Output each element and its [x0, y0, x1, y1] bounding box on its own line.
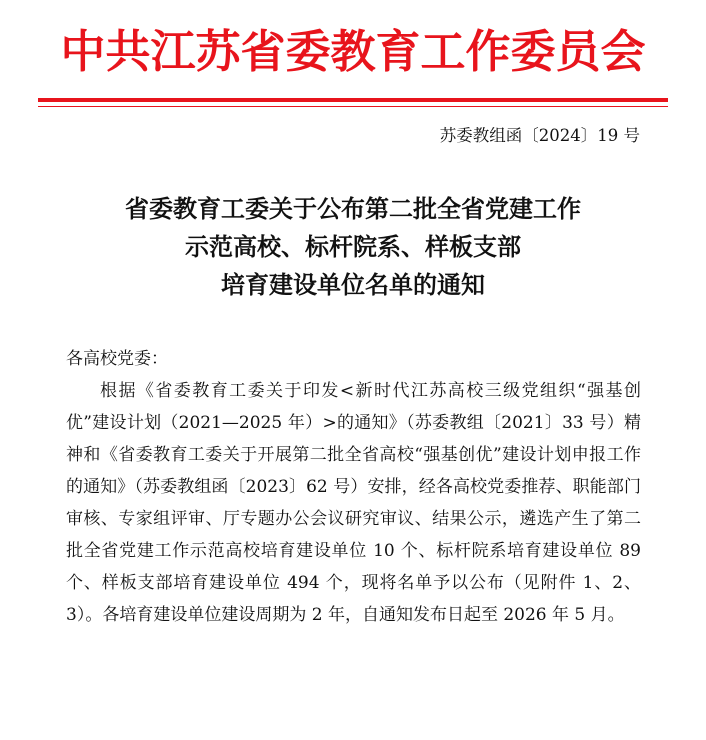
red-header-rule-thin — [38, 106, 668, 107]
title-line-2: 示范高校、标杆院系、样板支部 — [185, 233, 521, 261]
title-line-1: 省委教育工委关于公布第二批全省党建工作 — [125, 195, 581, 223]
body-paragraph: 根据《省委教育工委关于印发<新时代江苏高校三级党组织“强基创优”建设计划（2021—2025 年）>的通知》（苏委教组〔2021〕33 号）精神和《省委教育工委关于开展第二批全省高校“强基创优”建设计划申报工作的通知》（苏委教组函〔2023〕62 号）安排，经各高校党委推荐、职能部门审核、专家组评审、厅专题办公会议研究审议、结果公示，遴选产生了第二批全省党建工作示范高校培育建设单位 10 个、标杆院系培育建设单位 89 个、样板支部培育建设单位 494 个，现将名单予以公布（见附件 1、2、3）。各培育建设单位建设周期为 2 年，自通知发布日起至 2026 年 5 月。 — [66, 381, 641, 625]
issuing-organization-masthead: 中共江苏省委教育工作委员会 — [60, 25, 646, 78]
title-line-3: 培育建设单位名单的通知 — [221, 271, 485, 299]
document-body — [66, 343, 641, 631]
red-header-rule-thick — [38, 98, 668, 102]
document-number: 苏委教组函〔2024〕19 号 — [439, 126, 640, 145]
salutation: 各高校党委： — [66, 349, 168, 369]
document-title — [0, 190, 706, 304]
